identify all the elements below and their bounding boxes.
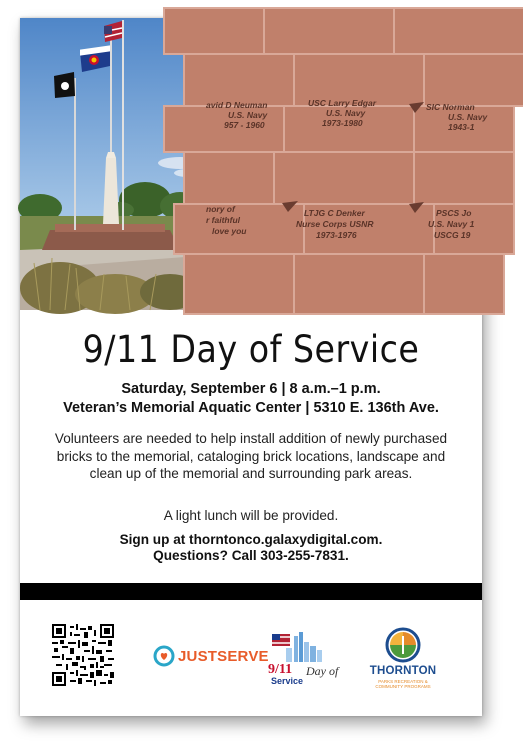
brick-engraving: nory of (206, 204, 235, 214)
brick-engraving: r faithful (206, 215, 240, 225)
page-title: 9/11 Day of Service (82, 328, 420, 371)
justserve-label: JUSTSERVE (178, 647, 269, 665)
thornton-logo[interactable] (366, 626, 440, 692)
brick-engraving: PSCS Jo (436, 208, 472, 218)
brick-engraving: 1943-1 (448, 122, 475, 132)
qr-code-icon[interactable] (52, 624, 114, 686)
brick-engraving: LTJG C Denker (304, 208, 365, 218)
flyer (20, 18, 488, 716)
brick-engraving: USCG 19 (434, 230, 471, 240)
bricks-illustration (204, 18, 488, 310)
justserve-logo[interactable] (153, 644, 269, 668)
brick-engraving: avid D Neuman (206, 100, 268, 110)
contact-phone: Questions? Call 303-255-7831. (153, 548, 349, 563)
flags-illustration (20, 18, 198, 310)
brick-engraving: love you (212, 226, 247, 236)
brick-engraving: 957 - 1960 (224, 120, 265, 130)
signup-info (20, 532, 482, 564)
brick-engraving: Nurse Corps USNR (296, 219, 374, 229)
signup-url[interactable]: Sign up at thorntonco.galaxydigital.com. (119, 532, 383, 547)
brick-engraving: U.S. Navy 1 (428, 219, 475, 229)
justserve-heart-icon (153, 645, 175, 667)
brick-engraving: U.S. Navy (228, 110, 268, 120)
event-location: Veteran’s Memorial Aquatic Center | 5310 E. 136th Ave. (63, 400, 439, 416)
day-of-service-title: Day of (306, 664, 339, 678)
brick-engraving: U.S. Navy (326, 108, 366, 118)
brick-engraving: U.S. Navy (448, 112, 488, 122)
day-of-service-logo (268, 628, 348, 688)
lunch-note: A light lunch will be provided. (163, 508, 339, 523)
brick-engraving: SIC Norman (426, 102, 475, 112)
day-of-service-subtitle: Service (271, 676, 304, 686)
thornton-emblem-icon (384, 626, 422, 664)
brick-engraving: 1973-1980 (322, 118, 363, 128)
event-date: Saturday, September 6 | 8 a.m.–1 p.m. (121, 381, 381, 397)
brick-engraving: 1973-1976 (316, 230, 357, 240)
thornton-label: THORNTON (369, 665, 437, 677)
engraved-bricks-photo (204, 18, 488, 310)
event-description: Volunteers are needed to help install addition of newly purchased bricks to the memorial, cataloging brick locations, landscape and clean up of the memorial and surrounding park areas. (54, 431, 448, 481)
skyline-flag-icon (268, 628, 328, 664)
brick-engraving: USC Larry Edgar (308, 98, 377, 108)
day-of-service-number: 9/11 (268, 662, 293, 677)
memorial-flags-photo (20, 18, 198, 310)
divider-bar (20, 583, 482, 600)
thornton-tagline: PARKS RECREATION & COMMUNITY PROGRAMS (375, 679, 431, 689)
